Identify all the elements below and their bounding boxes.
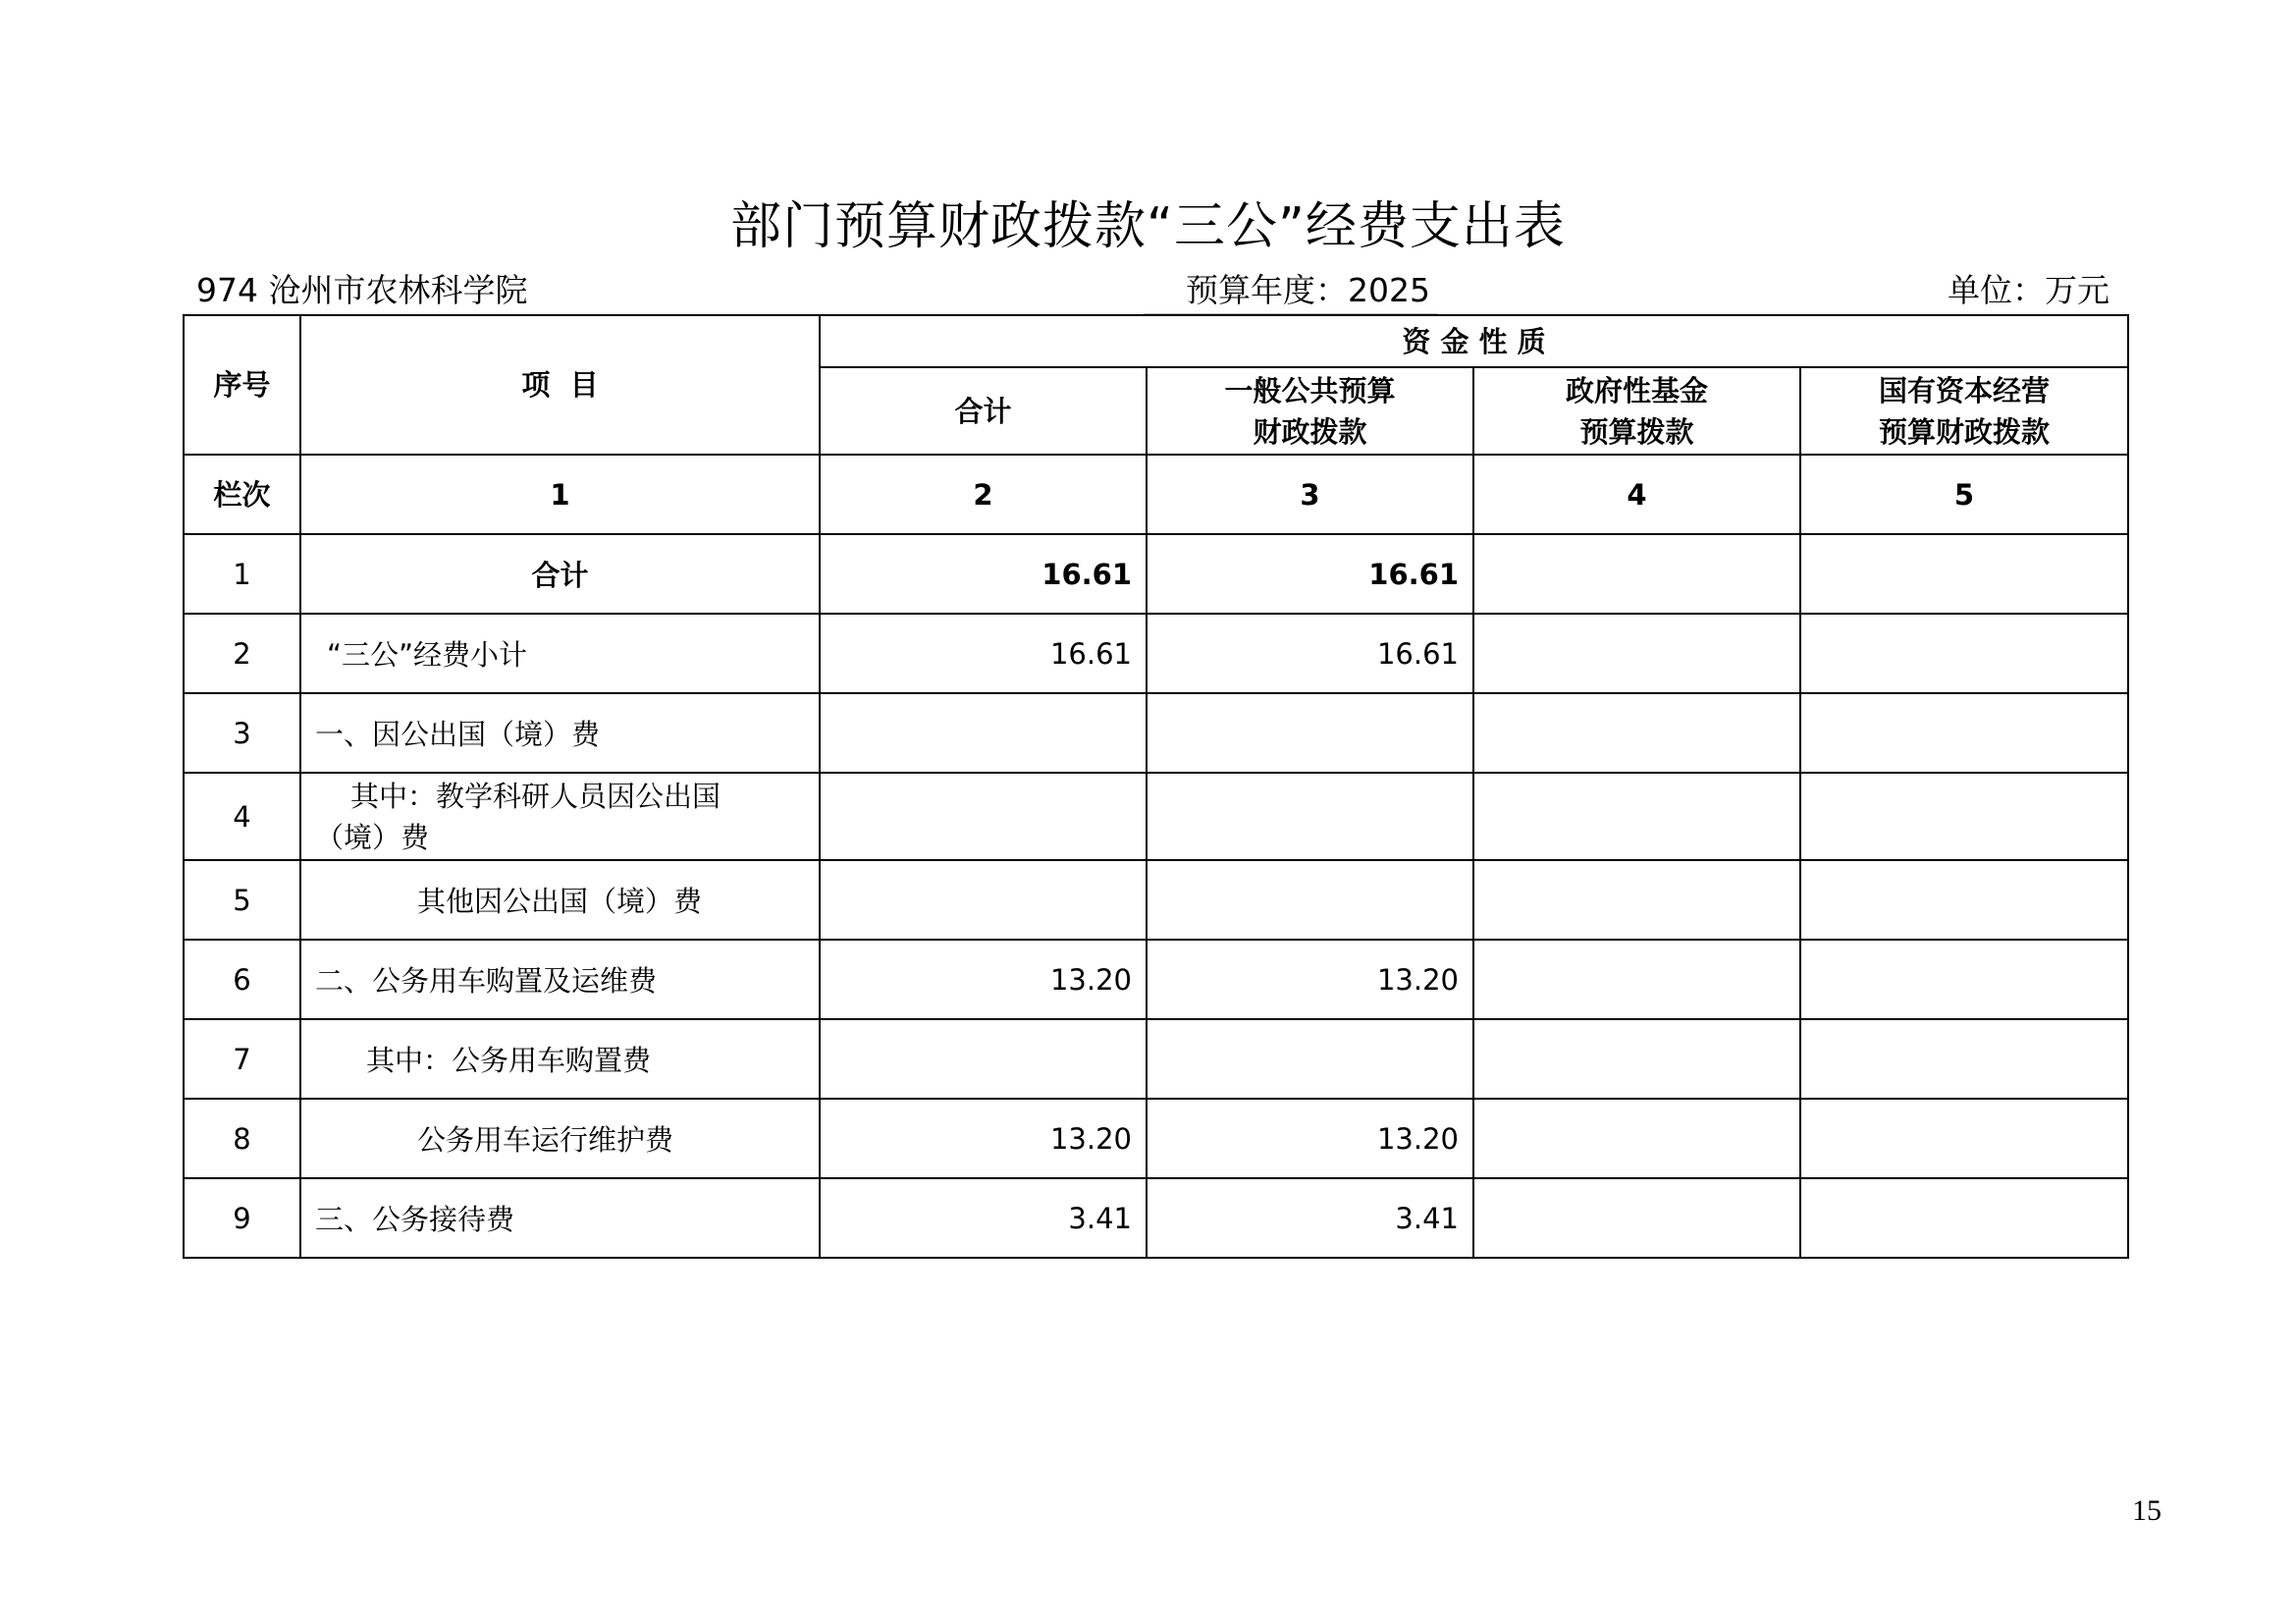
row-gov-fund (1473, 1019, 1800, 1099)
row-state-capital (1800, 534, 2128, 614)
org-name: 974 沧州市农林科学院 (196, 271, 528, 309)
row-total (820, 860, 1147, 940)
row-total: 16.61 (820, 614, 1147, 693)
table-header-row (184, 315, 2128, 367)
row-general: 13.20 (1147, 1099, 1473, 1178)
row-seq: 2 (184, 614, 300, 693)
row-gov-fund (1473, 773, 1800, 860)
row-total: 3.41 (820, 1178, 1147, 1258)
table-row (184, 940, 2128, 1019)
header-general-budget: 一般公共预算 财政拨款 (1147, 367, 1473, 455)
row-state-capital (1800, 1178, 2128, 1258)
row-state-capital (1800, 860, 2128, 940)
lanci-row (184, 455, 2128, 534)
row-seq: 3 (184, 693, 300, 773)
row-seq: 9 (184, 1178, 300, 1258)
page-number: 15 (2132, 1494, 2162, 1527)
lanci-cell: 5 (1800, 455, 2128, 534)
row-gov-fund (1473, 693, 1800, 773)
header-seq: 序号 (184, 315, 300, 455)
row-seq: 4 (184, 773, 300, 860)
unit-label: 单位：万元 (1948, 271, 2109, 309)
table-row (184, 1178, 2128, 1258)
header-gov-fund: 政府性基金 预算拨款 (1473, 367, 1800, 455)
row-general (1147, 693, 1473, 773)
row-item: “三公”经费小计 (300, 614, 820, 693)
row-state-capital (1800, 1099, 2128, 1178)
row-seq: 1 (184, 534, 300, 614)
row-item: 三、公务接待费 (300, 1178, 820, 1258)
row-total: 13.20 (820, 1099, 1147, 1178)
budget-year: 预算年度：2025 (1186, 271, 1430, 309)
row-seq: 8 (184, 1099, 300, 1178)
row-general (1147, 1019, 1473, 1099)
page-title: 部门预算财政拨款“三公”经费支出表 (730, 197, 1566, 256)
row-gov-fund (1473, 860, 1800, 940)
header-total: 合计 (820, 367, 1147, 455)
table-row (184, 1099, 2128, 1178)
row-general: 3.41 (1147, 1178, 1473, 1258)
table-row (184, 614, 2128, 693)
table-row (184, 773, 2128, 860)
row-gov-fund (1473, 940, 1800, 1019)
row-item: 公务用车运行维护费 (300, 1099, 820, 1178)
row-total: 13.20 (820, 940, 1147, 1019)
row-item: 其中：教学科研人员因公出国 （境）费 (300, 773, 820, 860)
row-state-capital (1800, 614, 2128, 693)
row-gov-fund (1473, 534, 1800, 614)
row-total: 16.61 (820, 534, 1147, 614)
row-state-capital (1800, 693, 2128, 773)
row-item: 其中：公务用车购置费 (300, 1019, 820, 1099)
row-seq: 6 (184, 940, 300, 1019)
expense-table (183, 314, 2129, 1259)
lanci-cell: 2 (820, 455, 1147, 534)
row-total (820, 773, 1147, 860)
row-seq: 5 (184, 860, 300, 940)
row-general: 16.61 (1147, 534, 1473, 614)
table-row (184, 860, 2128, 940)
row-general: 13.20 (1147, 940, 1473, 1019)
row-item: 合计 (300, 534, 820, 614)
lanci-cell: 4 (1473, 455, 1800, 534)
row-state-capital (1800, 773, 2128, 860)
row-seq: 7 (184, 1019, 300, 1099)
header-state-capital: 国有资本经营 预算财政拨款 (1800, 367, 2128, 455)
row-gov-fund (1473, 1178, 1800, 1258)
row-general (1147, 860, 1473, 940)
row-gov-fund (1473, 614, 1800, 693)
table-row (184, 693, 2128, 773)
header-item: 项 目 (300, 315, 820, 455)
row-total (820, 1019, 1147, 1099)
table-row (184, 1019, 2128, 1099)
row-state-capital (1800, 940, 2128, 1019)
lanci-cell: 3 (1147, 455, 1473, 534)
row-gov-fund (1473, 1099, 1800, 1178)
row-state-capital (1800, 1019, 2128, 1099)
row-general: 16.61 (1147, 614, 1473, 693)
row-general (1147, 773, 1473, 860)
row-item: 二、公务用车购置及运维费 (300, 940, 820, 1019)
lanci-cell: 栏次 (184, 455, 300, 534)
row-total (820, 693, 1147, 773)
row-item: 一、因公出国（境）费 (300, 693, 820, 773)
lanci-cell: 1 (300, 455, 820, 534)
header-fund-nature: 资 金 性 质 (820, 315, 2128, 367)
table-row (184, 534, 2128, 614)
row-item: 其他因公出国（境）费 (300, 860, 820, 940)
